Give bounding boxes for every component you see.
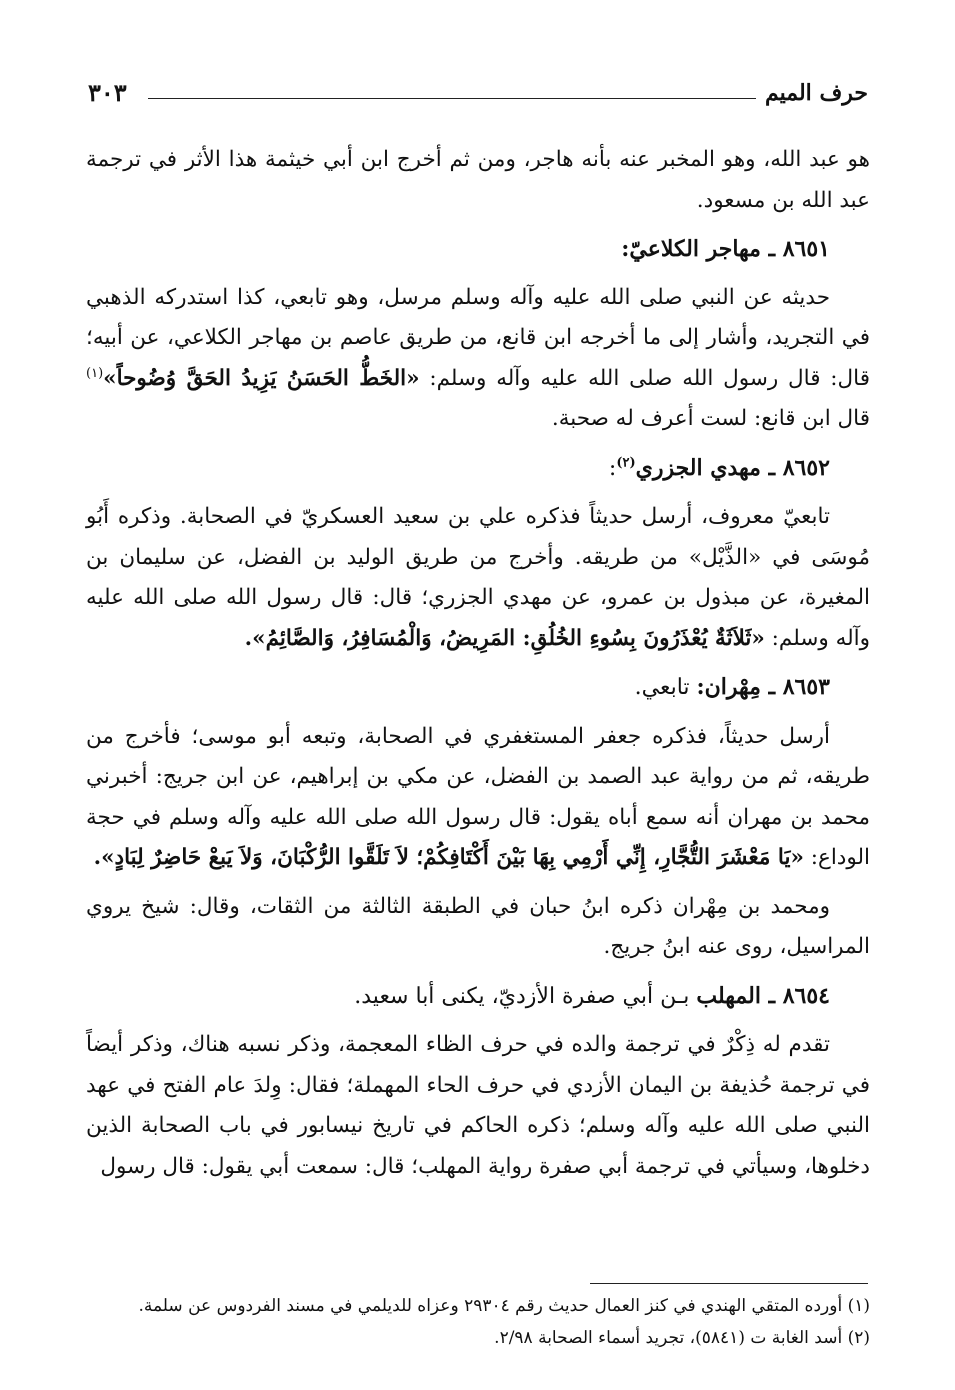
entry-text: حديثه عن النبي صلى الله عليه وآله وسلم مرسل، وهو تابعي، كذا استدركه الذهبي في التجريد، وأشار إلى ما أخرجه ابن قانع، من طريق عاصم بن مهاجر الكلاعي، عن أبيه؛ قال: قال رسول الله صلى الله عليه وآله وسلم: xyxy=(86,284,870,391)
page-number: ٣٠٣ xyxy=(88,78,127,107)
entry-subtitle: بـن أبي صفرة الأزديّ، يكنى أبا سعيد. xyxy=(354,983,697,1009)
entry-title: ٨٦٥٣ ـ مِهْران: xyxy=(696,674,830,700)
entry-text: أرسل حديثاً، فذكره جعفر المستغفري في الصحابة، وتبعه أبو موسى؛ فأخرج من طريقه، ثم من رواية عبد الصمد بن الفضل، عن مكي بن إبراهيم، عن ابن جريج: أخبرني محمد بن مهران أنه سمع أباه يقول: قال رسول الله صلى الله عليه وآله وسلم في حجة الوداع: xyxy=(86,723,870,870)
footnote-2: (٢) أسد الغابة ت (٥٨٤١)، تجريد أسماء الصحابة ٢/٩٨. xyxy=(494,1328,870,1348)
entry-text: قال ابن قانع: لست أعرف له صحبة. xyxy=(551,406,870,431)
entry-subtitle: تابعي. xyxy=(634,675,697,700)
entry-body-8653 xyxy=(86,717,870,879)
hadith-quote: «الخَطُّ الحَسَنُ يَزِيدُ الحَقَّ وُضُوحاً» xyxy=(103,365,420,391)
footnote-rule xyxy=(590,1283,868,1284)
running-title: حرف الميم xyxy=(764,80,868,106)
footnote-ref-2: (٢) xyxy=(616,455,636,471)
entry-body-8651 xyxy=(86,278,870,440)
footnotes xyxy=(86,1290,870,1354)
entry-body-8654: تقدم له ذِكْرٌ في ترجمة والده في حرف الظاء المعجمة، وذكر نسبه هناك، وذكر أيضاً في ترجمة حُذيفة بن اليمان الأزدي في حرف الحاء المهملة؛ فقال: وِلدَ عام الفتح في عهد النبي صلى الله عليه وآله وسلم؛ ذكره الحاكم في تاريخ نيسابور في باب الصحابة الذين دخلوها، وسيأتي في ترجمة أبي صفرة رواية المهلب؛ قال: سمعت أبي يقول: قال رسول xyxy=(86,1032,870,1179)
entry-title: ٨٦٥٢ ـ مهدي الجزري xyxy=(635,454,830,481)
header-rule xyxy=(148,98,756,99)
footnote-1: (١) أورده المتقي الهندي في كنز العمال حديث رقم ٢٩٣٠٤ وعزاه للديلمي في مسند الفردوس عن سلمة. xyxy=(138,1296,870,1316)
entry-text: تابعيّ معروف، أرسل حديثاً فذكره علي بن سعيد العسكريّ في الصحابة. وذكره أَبُو مُوسَى في «الذَّيْل» من طريقه. وأخرج من طريق الوليد بن الفضل، عن سليمان بن المغيرة، عن مبذول بن عمرو، عن مهدي الجزري؛ قال: قال رسول الله صلى الله عليه وآله وسلم: xyxy=(86,504,870,651)
entry-title: ٨٦٥٤ ـ المهلب xyxy=(696,982,830,1009)
hadith-quote: «يَا مَعْشَرَ التُّجَّارِ، إِنِّي أَرْمِي بِهَا بَيْنَ أَكْتَافِكُمْ؛ لاَ تَلَقَّوا الرُّكْبَانَ، وَلاَ يَبعْ حَاضِرٌ لِبَادٍ». xyxy=(93,845,804,870)
entry-heading-8651: ٨٦٥١ ـ مهاجر الكلاعيّ: xyxy=(621,236,830,262)
entry-body-8653-continued: ومحمد بن مِهْران ذكره ابنُ حبان في الطبقة الثالثة من الثقات، وقال: شيخ يروي المراسيل، روى عنه ابنُ جريج. xyxy=(86,893,870,959)
entry-body-8652 xyxy=(86,497,870,659)
entry-heading-8653 xyxy=(86,667,870,709)
entry-colon: : xyxy=(608,455,617,481)
hadith-quote: «ثَلاَثَةٌ يُعْذَرُونَ بِسُوءِ الخُلُقِ: المَرِيضُ، وَالْمُسَافِرُ، وَالصَّائِمُ». xyxy=(244,625,765,651)
entry-heading-8652 xyxy=(86,448,870,490)
main-text xyxy=(86,140,870,1195)
paragraph-continuation: هو عبد الله، وهو المخبر عنه بأنه هاجر، ومن ثم أخرج ابن أبي خيثمة هذا الأثر في ترجمة عبد الله بن مسعود. xyxy=(86,147,870,213)
entry-heading-8654 xyxy=(86,976,870,1018)
page-header xyxy=(88,76,868,116)
footnote-ref-1: (١) xyxy=(86,365,104,381)
